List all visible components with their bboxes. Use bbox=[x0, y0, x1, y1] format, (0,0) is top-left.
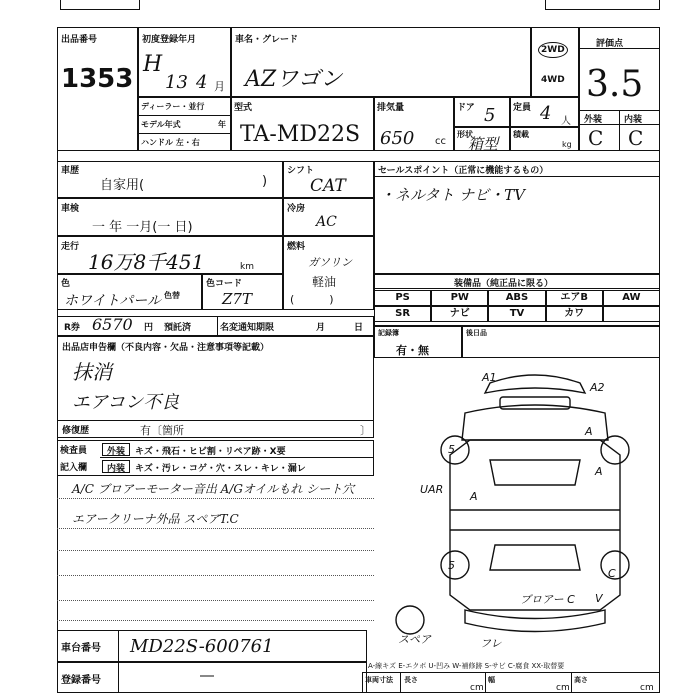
dims-label: 車両寸法 bbox=[365, 676, 393, 684]
equipment-item bbox=[603, 306, 660, 322]
mark-a1: A1 bbox=[482, 371, 497, 384]
type-value: TA-MD22S bbox=[240, 122, 361, 147]
inspector-ext-items: キズ・飛石・ヒビ割・リペア跡・X要 bbox=[135, 447, 286, 457]
dealer-label: ディーラー・並行 bbox=[141, 102, 205, 111]
history-value: 自家用( bbox=[100, 178, 145, 193]
capacity-value: 4 bbox=[540, 103, 552, 124]
plate-label: 登録番号 bbox=[61, 675, 101, 686]
dims-h-unit: cm bbox=[640, 683, 654, 693]
chassis-value: MD22S-600761 bbox=[130, 636, 274, 657]
record-value: 有・無 bbox=[396, 344, 429, 357]
model-value: AZワゴン bbox=[245, 67, 343, 92]
top-right-tab bbox=[545, 0, 660, 10]
recycle-value: 6570 bbox=[92, 315, 133, 334]
color-suffix: 色替 bbox=[164, 291, 180, 300]
shift-label: シフト bbox=[287, 166, 315, 176]
remarks-line2: エアコン不良 bbox=[72, 392, 180, 413]
inspector-note1: A/C ブロアーモーター音出 A/Gオイルもれ シート穴 bbox=[72, 482, 355, 496]
dims-w-unit: cm bbox=[556, 683, 570, 693]
doors-label: ドア bbox=[457, 103, 475, 113]
equipment-item: SR bbox=[374, 306, 431, 322]
handle-label: ハンドル 左・右 bbox=[141, 138, 200, 147]
equipment-item: TV bbox=[488, 306, 545, 322]
mileage-unit: km bbox=[240, 262, 254, 272]
dims-w: 幅 bbox=[488, 676, 495, 684]
mark-a-left: A bbox=[470, 490, 478, 503]
chassis-label: 車台番号 bbox=[61, 643, 101, 654]
mileage-value: 16万8千451 bbox=[88, 250, 205, 274]
equipment-item: AW bbox=[603, 290, 660, 306]
fuel-gasoline: ガソリン bbox=[308, 256, 352, 269]
drive-box bbox=[531, 27, 579, 97]
displacement-unit: cc bbox=[435, 136, 446, 147]
lot-label: 出品番号 bbox=[61, 35, 98, 45]
recycle-month: 月 bbox=[316, 323, 326, 333]
recycle-label: R券 bbox=[64, 323, 80, 333]
damage-legend: A-線キズ E-エクボ U-凹み W-補修跡 S-サビ C-腐食 XX-取替要 bbox=[368, 662, 565, 670]
sales-value: ・ネルタト ナビ・TV bbox=[380, 186, 526, 204]
mark-spare: スペア bbox=[398, 633, 431, 646]
registration-month-unit: 月 bbox=[214, 80, 225, 93]
equipment-item: カワ bbox=[546, 306, 603, 322]
score-label: 評価点 bbox=[596, 39, 624, 49]
registration-year: 13 bbox=[165, 72, 188, 93]
drive-4wd: 4WD bbox=[541, 75, 565, 85]
mark-fre: フレ bbox=[480, 637, 502, 650]
dims-h: 高さ bbox=[574, 676, 588, 684]
inspector-note2: エアークリーナ外品 スペアT.C bbox=[72, 512, 239, 526]
mark-a-right: A bbox=[595, 465, 603, 478]
capacity-label: 定員 bbox=[513, 103, 532, 113]
inspector-int-items: キズ・汚レ・コゲ・穴・スレ・キレ・漏レ bbox=[135, 464, 306, 474]
color-code-label: 色コード bbox=[206, 279, 243, 289]
color-label: 色 bbox=[61, 279, 71, 289]
equipment-item: エアB bbox=[546, 290, 603, 306]
mileage-label: 走行 bbox=[61, 242, 80, 252]
mark-c-rear: C bbox=[608, 567, 616, 580]
aircon-label: 冷房 bbox=[287, 204, 306, 214]
inspector-label2: 記入欄 bbox=[60, 463, 88, 473]
record-sub-box bbox=[462, 326, 660, 358]
model-year-label: モデル年式 bbox=[141, 120, 181, 129]
mark-s5-rear: 5 bbox=[448, 559, 455, 572]
load-label: 積載 bbox=[513, 130, 529, 139]
load-unit: kg bbox=[562, 140, 572, 149]
history-label: 車歴 bbox=[61, 166, 80, 176]
model-year-unit: 年 bbox=[218, 120, 226, 129]
shift-value: CAT bbox=[310, 176, 346, 196]
displacement-label: 排気量 bbox=[377, 103, 405, 113]
repair-close: 〕 bbox=[360, 424, 371, 437]
doors-value: 5 bbox=[484, 105, 496, 126]
model-label: 車名・グレード bbox=[235, 35, 299, 45]
dims-l-unit: cm bbox=[470, 683, 484, 693]
remarks-line1: 抹消 bbox=[72, 360, 112, 384]
lot-number: 1353 bbox=[61, 64, 134, 94]
mark-blower: ブロアー C bbox=[520, 593, 575, 606]
mark-s5-front: 5 bbox=[448, 443, 455, 456]
inspection-label: 車検 bbox=[61, 204, 80, 214]
drive-2wd: 2WD bbox=[538, 42, 568, 58]
type-label: 型式 bbox=[234, 103, 253, 113]
recycle-deposit: 預託済 bbox=[164, 323, 192, 333]
plate-value: ― bbox=[200, 668, 214, 684]
equipment-item: ナビ bbox=[431, 306, 488, 322]
car-damage-diagram bbox=[398, 365, 660, 650]
remarks-label: 出品店申告欄（不良内容・欠品・注意事項等記載） bbox=[62, 343, 270, 353]
history-box bbox=[57, 161, 283, 198]
aircon-value: AC bbox=[316, 214, 337, 230]
inspection-value: 一 年 一月(一 日) bbox=[92, 220, 193, 235]
equipment-label: 装備品（純正品に限る） bbox=[454, 279, 554, 289]
mark-a-front: A bbox=[585, 425, 593, 438]
mark-v: V bbox=[595, 592, 603, 605]
color-code: Z7T bbox=[222, 290, 252, 308]
equipment-item: ABS bbox=[488, 290, 545, 306]
equipment-item: PS bbox=[374, 290, 431, 306]
record-label: 記録簿 bbox=[378, 329, 399, 337]
repair-value: 有〔箇所 bbox=[140, 424, 184, 437]
mark-a2: A2 bbox=[590, 381, 605, 394]
sales-label: セールスポイント（正常に機能するもの） bbox=[378, 166, 549, 176]
sales-box bbox=[374, 161, 660, 274]
registration-era: H bbox=[143, 52, 163, 77]
inspector-ext: 外装 bbox=[102, 443, 130, 456]
registration-label: 初度登録年月 bbox=[142, 35, 197, 45]
dims-l: 長さ bbox=[404, 676, 418, 684]
capacity-unit: 人 bbox=[561, 116, 571, 127]
fuel-diesel: 軽油 bbox=[312, 275, 337, 289]
score-int-label: 内装 bbox=[624, 115, 643, 125]
inspector-label1: 検査員 bbox=[60, 446, 88, 456]
shape-value: 箱型 bbox=[468, 135, 499, 153]
inspector-int: 内装 bbox=[102, 460, 130, 473]
history-close: ) bbox=[262, 174, 268, 189]
fuel-label: 燃料 bbox=[287, 242, 306, 252]
recycle-notice: 名変通知期限 bbox=[220, 323, 275, 333]
score-ext: C bbox=[588, 126, 604, 150]
mark-uar: UAR bbox=[420, 483, 444, 496]
color-value: ホワイトパール bbox=[64, 293, 162, 309]
score-value: 3.5 bbox=[586, 64, 644, 105]
fuel-other: ( ) bbox=[290, 293, 334, 306]
top-left-tab bbox=[60, 0, 140, 10]
record-sub: 後日品 bbox=[466, 329, 487, 337]
score-ext-label: 外装 bbox=[584, 115, 603, 125]
repair-label: 修復歴 bbox=[62, 426, 90, 436]
shape-label: 形状 bbox=[457, 130, 473, 139]
recycle-day: 日 bbox=[354, 323, 364, 333]
displacement-value: 650 bbox=[380, 128, 415, 149]
equipment-item: PW bbox=[431, 290, 488, 306]
score-int: C bbox=[628, 126, 644, 150]
registration-month: 4 bbox=[196, 72, 208, 93]
recycle-unit: 円 bbox=[144, 323, 154, 333]
